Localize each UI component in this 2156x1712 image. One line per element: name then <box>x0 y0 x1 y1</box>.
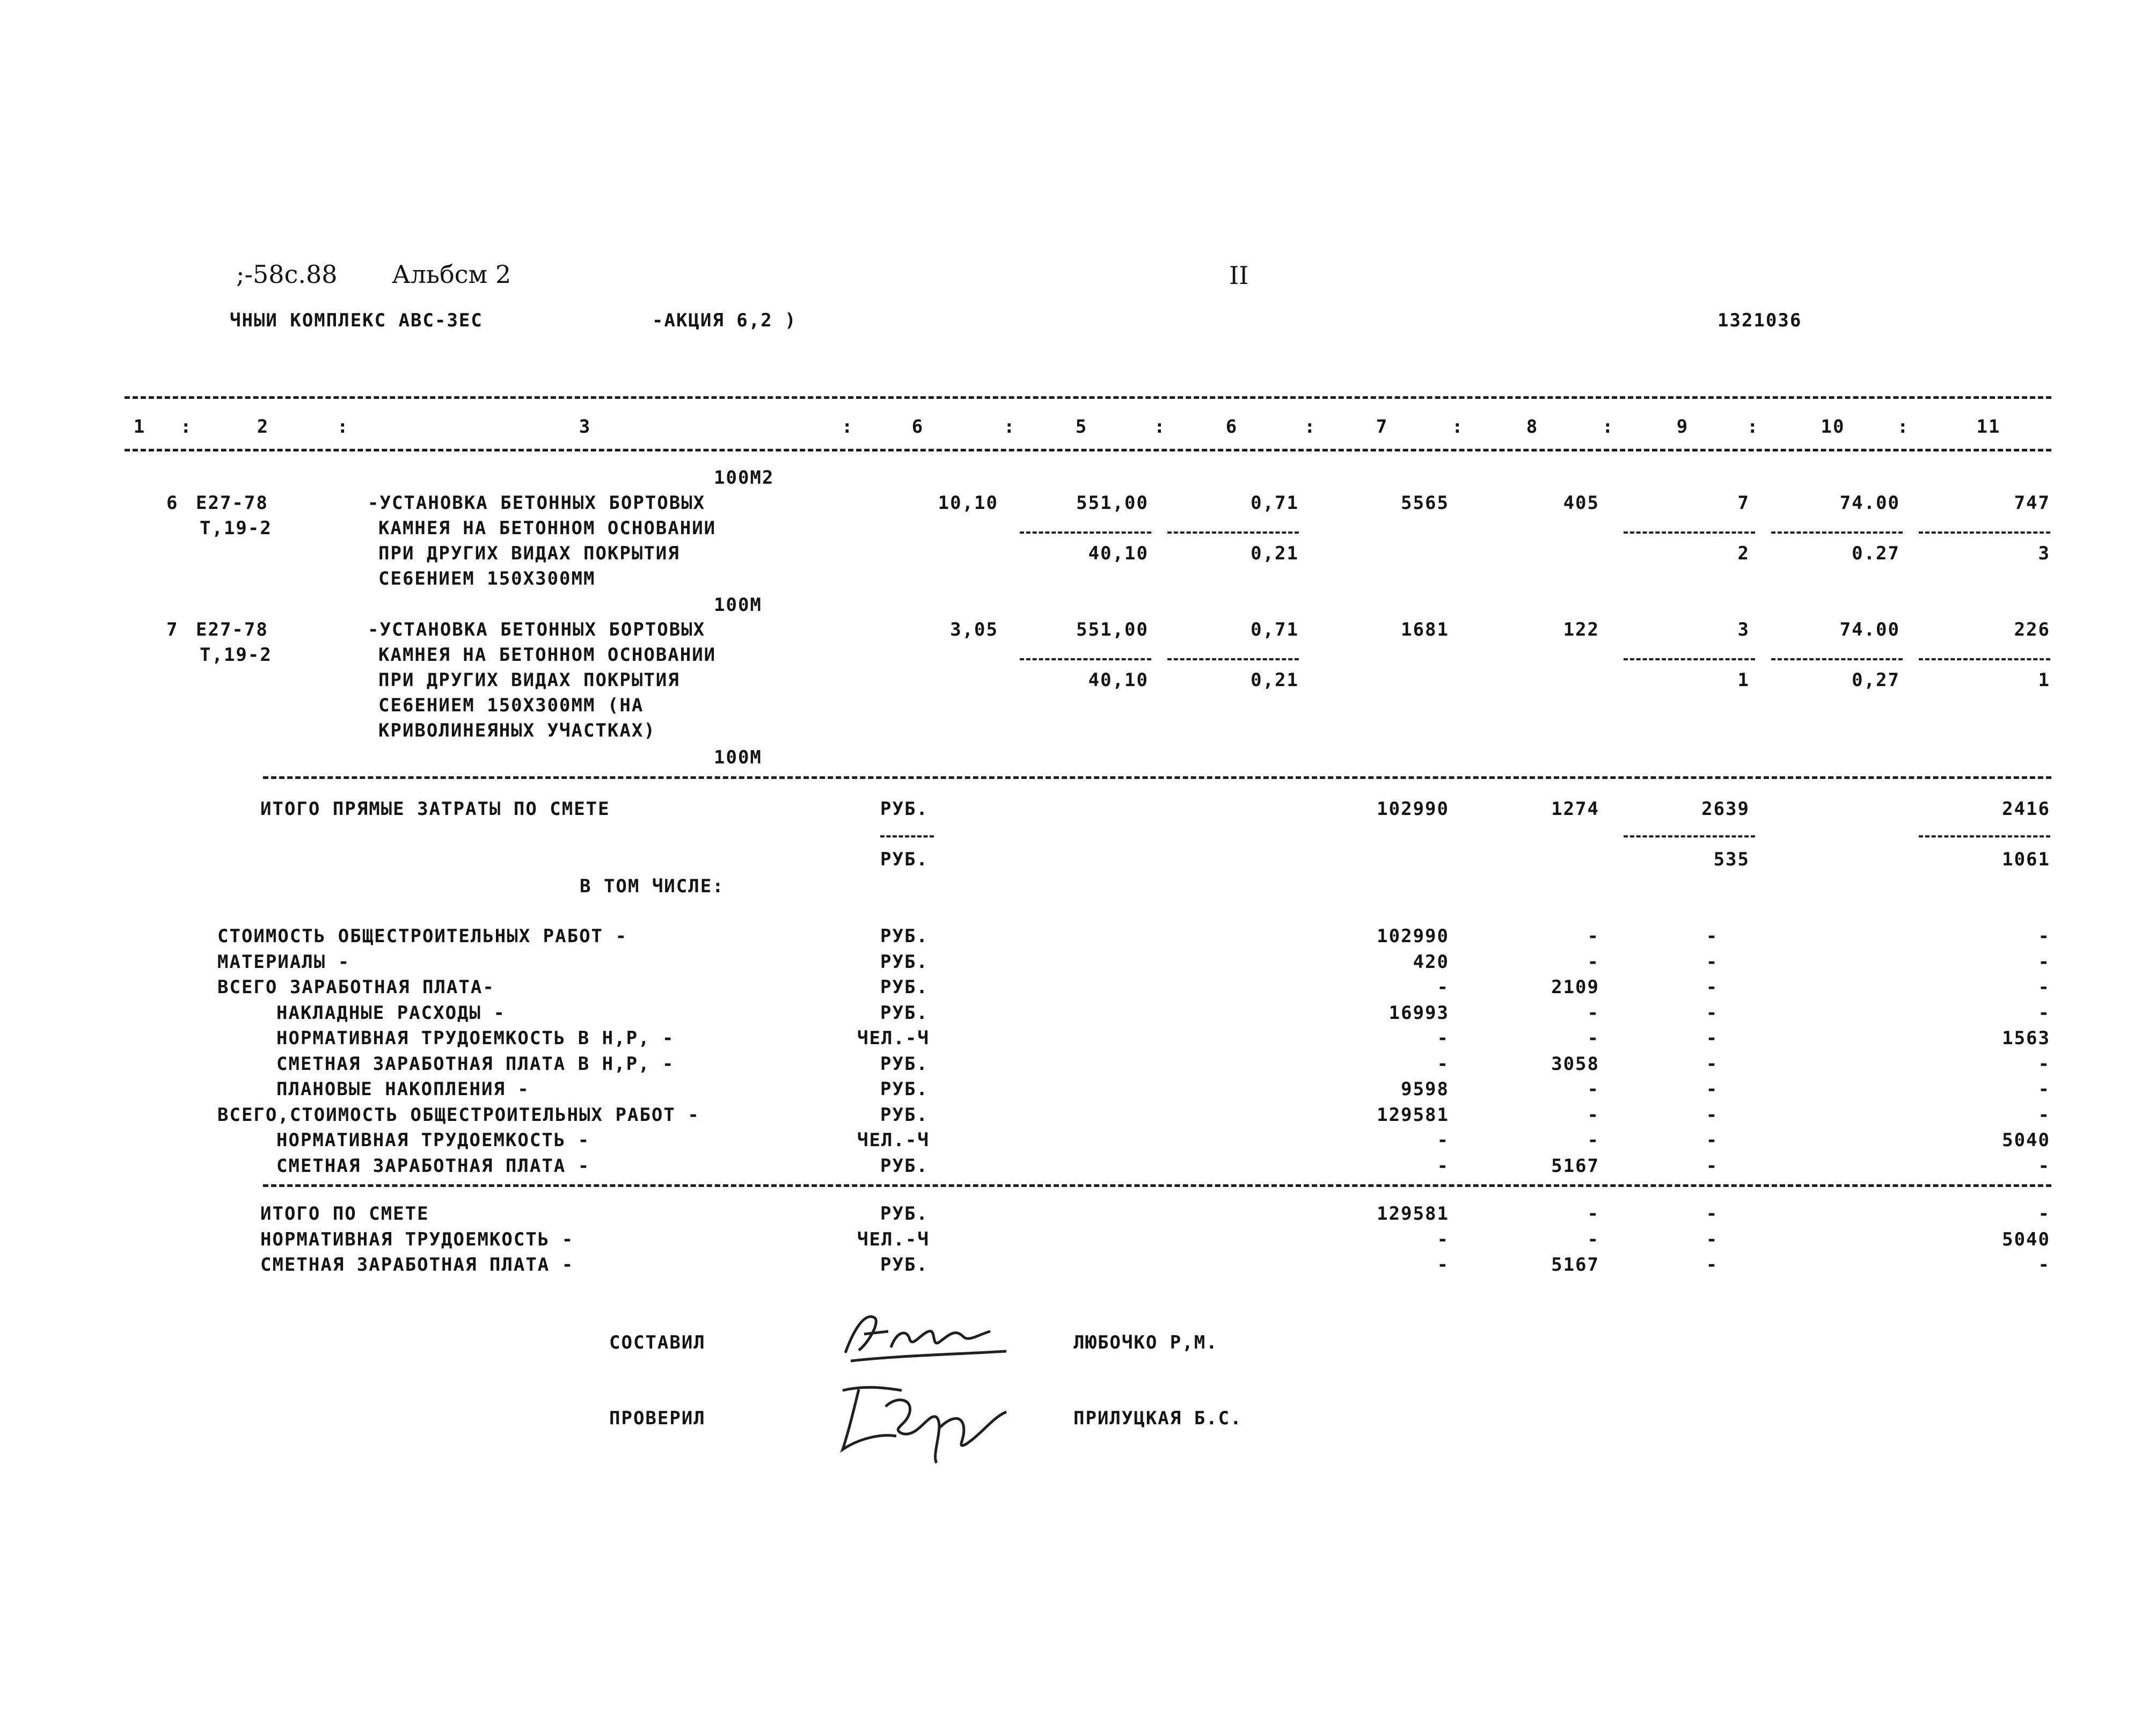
unit-cell: РУБ. <box>880 926 929 947</box>
cost-value: - <box>1437 1053 1449 1075</box>
col9-value: - <box>1706 1254 1719 1276</box>
price-sub-value: 40,10 <box>1088 669 1149 691</box>
signer-name: ЛЮБОЧКО Р,М. <box>1073 1332 1218 1353</box>
col-num: 11 <box>1976 416 2001 438</box>
document-id: 1321036 <box>1718 310 1802 331</box>
handwritten-signature-compiled <box>835 1302 1017 1366</box>
row-label: ИТОГО ПО СМЕТЕ <box>260 1203 429 1225</box>
cost-value: 16993 <box>1388 1002 1449 1024</box>
unit-label: 100М <box>714 594 762 616</box>
col11-sub-value: 1061 <box>2002 849 2050 870</box>
including-label: В ТОМ ЧИСЛЕ: <box>580 876 725 897</box>
wage-total-value: 1274 <box>1551 798 1599 820</box>
item-number: 7 <box>166 619 179 640</box>
unit-cell: РУБ. <box>880 1254 929 1276</box>
unit-cell: РУБ. <box>880 977 929 998</box>
col11-value: - <box>2038 1155 2050 1177</box>
item-desc-line: КАМНЕЯ НА БЕТОННОМ ОСНОВАНИИ <box>378 518 717 539</box>
col11-value: 2416 <box>2002 798 2050 820</box>
col11-value: - <box>2038 1254 2050 1276</box>
row-label: НОРМАТИВНАЯ ТРУДОЕМКОСТЬ - <box>276 1130 590 1151</box>
wage-total-value: - <box>1587 1002 1599 1024</box>
wage-total-value: - <box>1587 951 1599 973</box>
rule-header-bottom <box>125 449 2051 451</box>
item-desc-line: КРИВОЛИНЕЯНЫХ УЧАСТКАХ) <box>378 720 656 741</box>
role-label: ПРОВЕРИЛ <box>609 1408 706 1429</box>
col-num: 3 <box>579 416 591 438</box>
unit-cell: РУБ. <box>880 798 929 820</box>
col9-value: - <box>1706 1228 1719 1250</box>
wage-total-value: - <box>1587 1028 1599 1049</box>
col11-value: 5040 <box>2002 1130 2050 1151</box>
wage-total-value: 405 <box>1563 492 1599 514</box>
row-label: НОРМАТИВНАЯ ТРУДОЕМКОСТЬ В Н,Р, - <box>276 1028 675 1049</box>
item-desc-line: КАМНЕЯ НА БЕТОННОМ ОСНОВАНИИ <box>378 644 717 666</box>
wage-total-value: 2109 <box>1551 977 1599 998</box>
rule-breakdown-bottom <box>263 1184 2051 1187</box>
col11-value: 226 <box>2014 619 2050 640</box>
handwritten-signature-checked <box>821 1374 1014 1468</box>
cost-value: 1681 <box>1401 619 1449 640</box>
rule-items-bottom <box>263 776 2051 779</box>
wage-value: 0,71 <box>1251 619 1299 640</box>
unit-label: 100М <box>714 747 762 768</box>
cost-value: - <box>1437 1028 1449 1049</box>
col10-sub-value: 0.27 <box>1852 543 1900 564</box>
col-num: 5 <box>1075 416 1088 438</box>
wage-sub-value: 0,21 <box>1251 669 1299 691</box>
col9-value: - <box>1706 1002 1719 1024</box>
unit-cell: РУБ. <box>880 1104 929 1126</box>
wage-total-value: - <box>1587 1104 1599 1126</box>
unit-cell: РУБ. <box>880 1002 929 1024</box>
col9-value: 2639 <box>1701 798 1750 820</box>
col9-value: - <box>1706 977 1719 998</box>
col9-value: 3 <box>1737 619 1750 640</box>
wage-total-value: 3058 <box>1551 1053 1599 1075</box>
col11-value: - <box>2038 1104 2050 1126</box>
row-label: СМЕТНАЯ ЗАРАБОТНАЯ ПЛАТА - <box>276 1155 590 1177</box>
row-label: МАТЕРИАЛЫ - <box>217 951 350 973</box>
col-num: 6 <box>1225 416 1238 438</box>
col9-value: - <box>1706 926 1719 947</box>
unit-cell: РУБ. <box>880 1155 929 1177</box>
unit-cell: РУБ. <box>880 1079 929 1100</box>
row-label: НОРМАТИВНАЯ ТРУДОЕМКОСТЬ - <box>260 1228 574 1250</box>
wage-total-value: 122 <box>1563 619 1599 640</box>
wage-total-value: - <box>1587 1228 1599 1250</box>
item-table-ref: Т,19-2 <box>200 518 272 539</box>
col10-sub-value: 0,27 <box>1852 669 1900 691</box>
document-page: ;-58с.88 Альбсм 2 II ЧНЫИ КОМПЛЕКС АВС-ЗЕС -АКЦИЯ 6,2 ) 1321036 1 : 2 : 3 : 6 : 5 : 6 : 7 : 8 : 9 : 10 : 11 100М2 6 Е27-78 Т,19-2 -УСТАНОВКА БЕТОННЫХ БОРТОВЫХ КАМНЕЯ НА БЕТОННОМ ОСНОВАНИИ ПРИ ДРУГИХ ВИДАХ ПОКРЫТИЯ СЕ6ЕНИЕМ 150Х300ММ 10,10 551,00 0,71 5565 405 7 74.00 747 40,10 0,21 2 0.27 3 100М 7 Е27-78 Т,19-2 -УСТАНОВКА БЕТОННЫХ БОРТОВЫХ КАМНЕЯ НА БЕТОННОМ ОСНОВАНИИ ПРИ ДРУГИХ ВИДАХ ПОКРЫТИЯ СЕ6ЕНИЕМ 150Х300ММ (НА КРИВОЛИНЕЯНЫХ УЧАСТКАХ) 3,05 551,00 0,71 1681 122 3 74.00 226 40,10 0,21 1 0,27 1 100М ИТОГО ПРЯМЫЕ ЗАТРАТЫ ПО СМЕТЕ РУБ. 102990 1274 2639 2416 РУБ. 535 1061 В ТОМ ЧИСЛЕ: СТОИМОСТЬ ОБЩЕСТРОИТЕЛЬНЫХ РАБОТ - РУБ. 102990 - - - МАТЕРИАЛЫ - РУБ. 420 - - - ВСЕГО ЗАРАБОТНАЯ ПЛАТА- РУБ. - 2109 - - НАКЛАДНЫЕ РАСХОДЫ - РУБ. 16993 - - - НОРМАТИВНАЯ ТРУДОЕМКОСТЬ В Н,Р, - ЧЕЛ.-Ч - - - 1563 СМЕТНАЯ ЗАРАБОТНАЯ ПЛАТА В Н,Р, - РУБ. - 3058 - - ПЛАНОВЫЕ НАКОПЛЕНИЯ - РУБ. 9598 - - - ВСЕГО,СТОИМОСТЬ ОБЩЕСТРОИТЕЛЬНЫХ РАБОТ - РУБ. 129581 - - - НОРМАТИВНАЯ ТРУДОЕМКОСТЬ - ЧЕЛ.-Ч - - - 5040 СМЕТНАЯ ЗАРАБОТНАЯ ПЛАТА - РУБ. - 5167 - - ИТОГО ПО СМЕТЕ РУБ. 129581 - - - НОРМАТИВНАЯ ТРУДОЕМКОСТЬ - ЧЕЛ.-Ч - - - 5040 СМЕТНАЯ ЗАРАБОТНАЯ ПЛАТА - РУБ. - 5167 - - СОСТАВИЛ ЛЮБОЧКО Р,М. ПРОВЕРИЛ ПРИЛУЦКАЯ Б.С. <box>0 0 2156 1712</box>
item-desc-line: ПРИ ДРУГИХ ВИДАХ ПОКРЫТИЯ <box>378 543 680 564</box>
item-desc-line: СЕ6ЕНИЕМ 150Х300ММ (НА <box>378 695 644 716</box>
unit-cell: РУБ. <box>880 1203 929 1225</box>
col11-value: - <box>2038 1079 2050 1100</box>
row-label: СМЕТНАЯ ЗАРАБОТНАЯ ПЛАТА - <box>260 1254 574 1276</box>
col9-value: - <box>1706 1203 1719 1225</box>
item-table-ref: Т,19-2 <box>200 644 272 666</box>
col-num: 6 <box>911 416 924 438</box>
item-desc-line: -УСТАНОВКА БЕТОННЫХ БОРТОВЫХ <box>368 619 706 640</box>
wage-total-value: 5167 <box>1551 1254 1599 1276</box>
wage-total-value: - <box>1587 1130 1599 1151</box>
col-num: 1 <box>133 416 146 438</box>
col11-value: - <box>2038 1053 2050 1075</box>
col11-value: - <box>2038 951 2050 973</box>
unit-cell: ЧЕЛ.-Ч <box>857 1228 930 1250</box>
col9-sub-value: 2 <box>1737 543 1750 564</box>
price-value: 551,00 <box>1076 619 1149 640</box>
row-label: ПЛАНОВЫЕ НАКОПЛЕНИЯ - <box>276 1079 530 1100</box>
page-number: II <box>1229 261 1249 290</box>
cost-value: 5565 <box>1401 492 1449 514</box>
wage-total-value: - <box>1587 926 1599 947</box>
signer-name: ПРИЛУЦКАЯ Б.С. <box>1073 1408 1243 1429</box>
col11-value: 747 <box>2014 492 2050 514</box>
cost-value: - <box>1437 1254 1449 1276</box>
item-code: Е27-78 <box>196 492 268 514</box>
rule-top <box>125 396 2051 399</box>
col-num: 2 <box>257 416 269 438</box>
col11-value: 5040 <box>2002 1228 2050 1250</box>
wage-total-value: - <box>1587 1079 1599 1100</box>
row-label: ВСЕГО,СТОИМОСТЬ ОБЩЕСТРОИТЕЛЬНЫХ РАБОТ - <box>217 1104 700 1126</box>
item-code: Е27-78 <box>196 619 268 640</box>
cost-value: - <box>1437 1228 1449 1250</box>
wage-value: 0,71 <box>1251 492 1299 514</box>
col11-sub-value: 1 <box>2038 669 2050 691</box>
cost-value: - <box>1437 977 1449 998</box>
cost-value: - <box>1437 1130 1449 1151</box>
section-label: -АКЦИЯ 6,2 ) <box>652 310 797 331</box>
col-num: 10 <box>1821 416 1845 438</box>
col10-value: 74.00 <box>1839 492 1900 514</box>
item-desc-line: -УСТАНОВКА БЕТОННЫХ БОРТОВЫХ <box>368 492 706 514</box>
unit-cell: РУБ. <box>880 1053 929 1075</box>
col11-value: - <box>2038 1002 2050 1024</box>
cost-value: 102990 <box>1377 798 1449 820</box>
wage-total-value: - <box>1587 1203 1599 1225</box>
unit-cell: РУБ. <box>880 849 929 870</box>
cost-value: 420 <box>1413 951 1449 973</box>
col11-value: - <box>2038 1203 2050 1225</box>
col11-sub-value: 3 <box>2038 543 2050 564</box>
col9-value: - <box>1706 1130 1719 1151</box>
role-label: СОСТАВИЛ <box>609 1332 706 1353</box>
price-value: 551,00 <box>1076 492 1149 514</box>
cost-value: 102990 <box>1377 926 1449 947</box>
qty-value: 10,10 <box>938 492 998 514</box>
col-num: 7 <box>1376 416 1388 438</box>
album-label: Альбсм 2 <box>392 260 511 289</box>
row-label: ВСЕГО ЗАРАБОТНАЯ ПЛАТА- <box>217 977 495 998</box>
col9-value: - <box>1706 1155 1719 1177</box>
cost-value: 129581 <box>1377 1104 1449 1126</box>
col10-value: 74.00 <box>1839 619 1900 640</box>
col-num: 8 <box>1526 416 1539 438</box>
col11-value: - <box>2038 977 2050 998</box>
row-label: НАКЛАДНЫЕ РАСХОДЫ - <box>276 1002 506 1024</box>
unit-label: 100М2 <box>714 467 774 489</box>
cost-value: - <box>1437 1155 1449 1177</box>
col9-value: 7 <box>1737 492 1750 514</box>
col11-value: 1563 <box>2002 1028 2050 1049</box>
unit-cell: РУБ. <box>880 951 929 973</box>
unit-cell: ЧЕЛ.-Ч <box>857 1130 930 1151</box>
col9-value: - <box>1706 1028 1719 1049</box>
item-desc-line: ПРИ ДРУГИХ ВИДАХ ПОКРЫТИЯ <box>378 669 680 691</box>
col9-value: - <box>1706 1053 1719 1075</box>
wage-total-value: 5167 <box>1551 1155 1599 1177</box>
cost-value: 9598 <box>1401 1079 1449 1100</box>
col9-sub-value: 535 <box>1713 849 1750 870</box>
complex-name: ЧНЫИ КОМПЛЕКС АВС-ЗЕС <box>230 310 483 331</box>
col-num: 9 <box>1676 416 1689 438</box>
item-desc-line: СЕ6ЕНИЕМ 150Х300ММ <box>378 568 596 589</box>
wage-sub-value: 0,21 <box>1251 543 1299 564</box>
col9-value: - <box>1706 1079 1719 1100</box>
col9-value: - <box>1706 951 1719 973</box>
price-sub-value: 40,10 <box>1088 543 1149 564</box>
cost-value: 129581 <box>1377 1203 1449 1225</box>
unit-cell: ЧЕЛ.-Ч <box>857 1028 930 1049</box>
col9-sub-value: 1 <box>1737 669 1750 691</box>
doc-code: ;-58с.88 <box>236 260 338 289</box>
qty-value: 3,05 <box>950 619 998 640</box>
row-label: СМЕТНАЯ ЗАРАБОТНАЯ ПЛАТА В Н,Р, - <box>276 1053 675 1075</box>
col11-value: - <box>2038 926 2050 947</box>
total-direct-label: ИТОГО ПРЯМЫЕ ЗАТРАТЫ ПО СМЕТЕ <box>260 798 610 820</box>
col9-value: - <box>1706 1104 1719 1126</box>
item-number: 6 <box>166 492 179 514</box>
row-label: СТОИМОСТЬ ОБЩЕСТРОИТЕЛЬНЫХ РАБОТ - <box>217 926 627 947</box>
